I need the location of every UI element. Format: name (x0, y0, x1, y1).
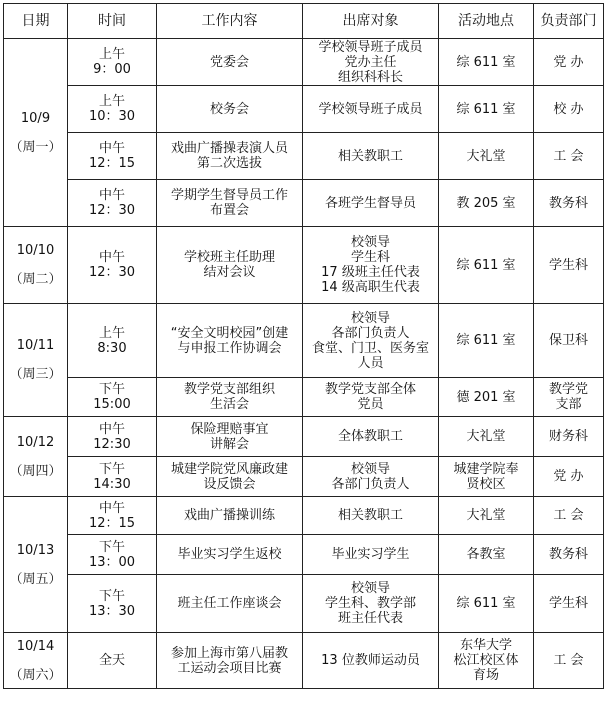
header-location: 活动地点 (439, 4, 534, 39)
dept-cell: 教务科 (534, 180, 604, 227)
table-row (4, 497, 604, 535)
table-row (4, 39, 604, 86)
date-text: 10/11 (16, 338, 55, 353)
attendees-cell: 13 位教师运动员 (303, 633, 439, 689)
dept-cell: 学生科 (534, 227, 604, 304)
time-cell: 中午 12：15 (68, 497, 157, 535)
location-cell: 综 611 室 (439, 304, 534, 378)
attendees-cell: 毕业实习学生 (303, 535, 439, 575)
table-row (4, 180, 604, 227)
table-row (4, 86, 604, 133)
attendees-cell: 教学党支部全体 党员 (303, 378, 439, 417)
date-cell (4, 633, 68, 689)
time-cell: 中午 12：30 (68, 227, 157, 304)
weekday-text: （周六） (9, 667, 62, 683)
table-row (4, 227, 604, 304)
attendees-cell: 校领导 学生科 17 级班主任代表 14 级高职生代表 (303, 227, 439, 304)
content-cell: 校务会 (157, 86, 303, 133)
dept-cell: 保卫科 (534, 304, 604, 378)
location-cell: 综 611 室 (439, 86, 534, 133)
table-row (4, 633, 604, 689)
location-cell: 大礼堂 (439, 417, 534, 457)
content-cell: 保险理赔事宜 讲解会 (157, 417, 303, 457)
time-cell: 中午 12:30 (68, 417, 157, 457)
attendees-cell: 各班学生督导员 (303, 180, 439, 227)
table-row (4, 535, 604, 575)
date-text: 10/13 (16, 542, 55, 558)
schedule-body (4, 39, 604, 689)
content-cell: 城建学院党风廉政建 设反馈会 (157, 457, 303, 497)
content-cell: 戏曲广播操表演人员 第二次选拔 (157, 133, 303, 180)
date-cell (4, 227, 68, 304)
dept-cell: 教学党 支部 (534, 378, 604, 417)
header-dept: 负责部门 (534, 4, 604, 39)
date-cell (4, 304, 68, 417)
weekday-text: （周五） (9, 571, 62, 587)
weekday-text: （周二） (9, 272, 62, 287)
header-content: 工作内容 (157, 4, 303, 39)
table-row (4, 304, 604, 378)
date-cell (4, 417, 68, 497)
content-cell: 班主任工作座谈会 (157, 575, 303, 633)
dept-cell: 工 会 (534, 633, 604, 689)
table-row (4, 378, 604, 417)
time-cell: 中午 12：15 (68, 133, 157, 180)
location-cell: 城建学院奉 贤校区 (439, 457, 534, 497)
location-cell: 综 611 室 (439, 39, 534, 86)
content-cell: 学校班主任助理 结对会议 (157, 227, 303, 304)
dept-cell: 党 办 (534, 39, 604, 86)
location-cell: 教 205 室 (439, 180, 534, 227)
date-text: 10/10 (16, 243, 55, 258)
date-text: 10/14 (16, 638, 55, 654)
header-time: 时间 (68, 4, 157, 39)
attendees-cell: 相关教职工 (303, 133, 439, 180)
location-cell: 东华大学 松江校区体 育场 (439, 633, 534, 689)
attendees-cell: 校领导 各部门负责人 食堂、门卫、医务室 人员 (303, 304, 439, 378)
location-cell: 德 201 室 (439, 378, 534, 417)
content-cell: 教学党支部组织 生活会 (157, 378, 303, 417)
time-cell: 下午 13：30 (68, 575, 157, 633)
content-cell: 戏曲广播操训练 (157, 497, 303, 535)
time-cell: 中午 12：30 (68, 180, 157, 227)
location-cell: 大礼堂 (439, 497, 534, 535)
dept-cell: 财务科 (534, 417, 604, 457)
time-cell: 下午 13：00 (68, 535, 157, 575)
content-cell: 毕业实习学生返校 (157, 535, 303, 575)
time-cell: 上午 8:30 (68, 304, 157, 378)
time-cell: 下午 14:30 (68, 457, 157, 497)
dept-cell: 校 办 (534, 86, 604, 133)
time-cell: 全天 (68, 633, 157, 689)
schedule-table (3, 3, 604, 689)
table-row (4, 417, 604, 457)
attendees-cell: 全体教职工 (303, 417, 439, 457)
header-date: 日期 (4, 4, 68, 39)
dept-cell: 党 办 (534, 457, 604, 497)
location-cell: 综 611 室 (439, 575, 534, 633)
attendees-cell: 校领导 学生科、教学部 班主任代表 (303, 575, 439, 633)
location-cell: 大礼堂 (439, 133, 534, 180)
date-cell (4, 39, 68, 227)
table-row (4, 575, 604, 633)
attendees-cell: 相关教职工 (303, 497, 439, 535)
content-cell: “安全文明校园”创建 与申报工作协调会 (157, 304, 303, 378)
weekday-text: （周一） (9, 139, 62, 155)
date-text: 10/12 (16, 434, 55, 450)
header-attendees: 出席对象 (303, 4, 439, 39)
dept-cell: 学生科 (534, 575, 604, 633)
dept-cell: 工 会 (534, 497, 604, 535)
attendees-cell: 学校领导班子成员 党办主任 组织科科长 (303, 39, 439, 86)
header-row (4, 4, 604, 39)
location-cell: 综 611 室 (439, 227, 534, 304)
weekday-text: （周三） (9, 367, 62, 382)
date-cell (4, 497, 68, 633)
table-row (4, 457, 604, 497)
table-row (4, 133, 604, 180)
content-cell: 学期学生督导员工作 布置会 (157, 180, 303, 227)
weekday-text: （周四） (9, 463, 62, 479)
dept-cell: 工 会 (534, 133, 604, 180)
content-cell: 参加上海市第八届教 工运动会项目比赛 (157, 633, 303, 689)
date-text: 10/9 (20, 110, 51, 126)
dept-cell: 教务科 (534, 535, 604, 575)
location-cell: 各教室 (439, 535, 534, 575)
time-cell: 上午 9：00 (68, 39, 157, 86)
time-cell: 下午 15:00 (68, 378, 157, 417)
attendees-cell: 校领导 各部门负责人 (303, 457, 439, 497)
content-cell: 党委会 (157, 39, 303, 86)
time-cell: 上午 10：30 (68, 86, 157, 133)
attendees-cell: 学校领导班子成员 (303, 86, 439, 133)
